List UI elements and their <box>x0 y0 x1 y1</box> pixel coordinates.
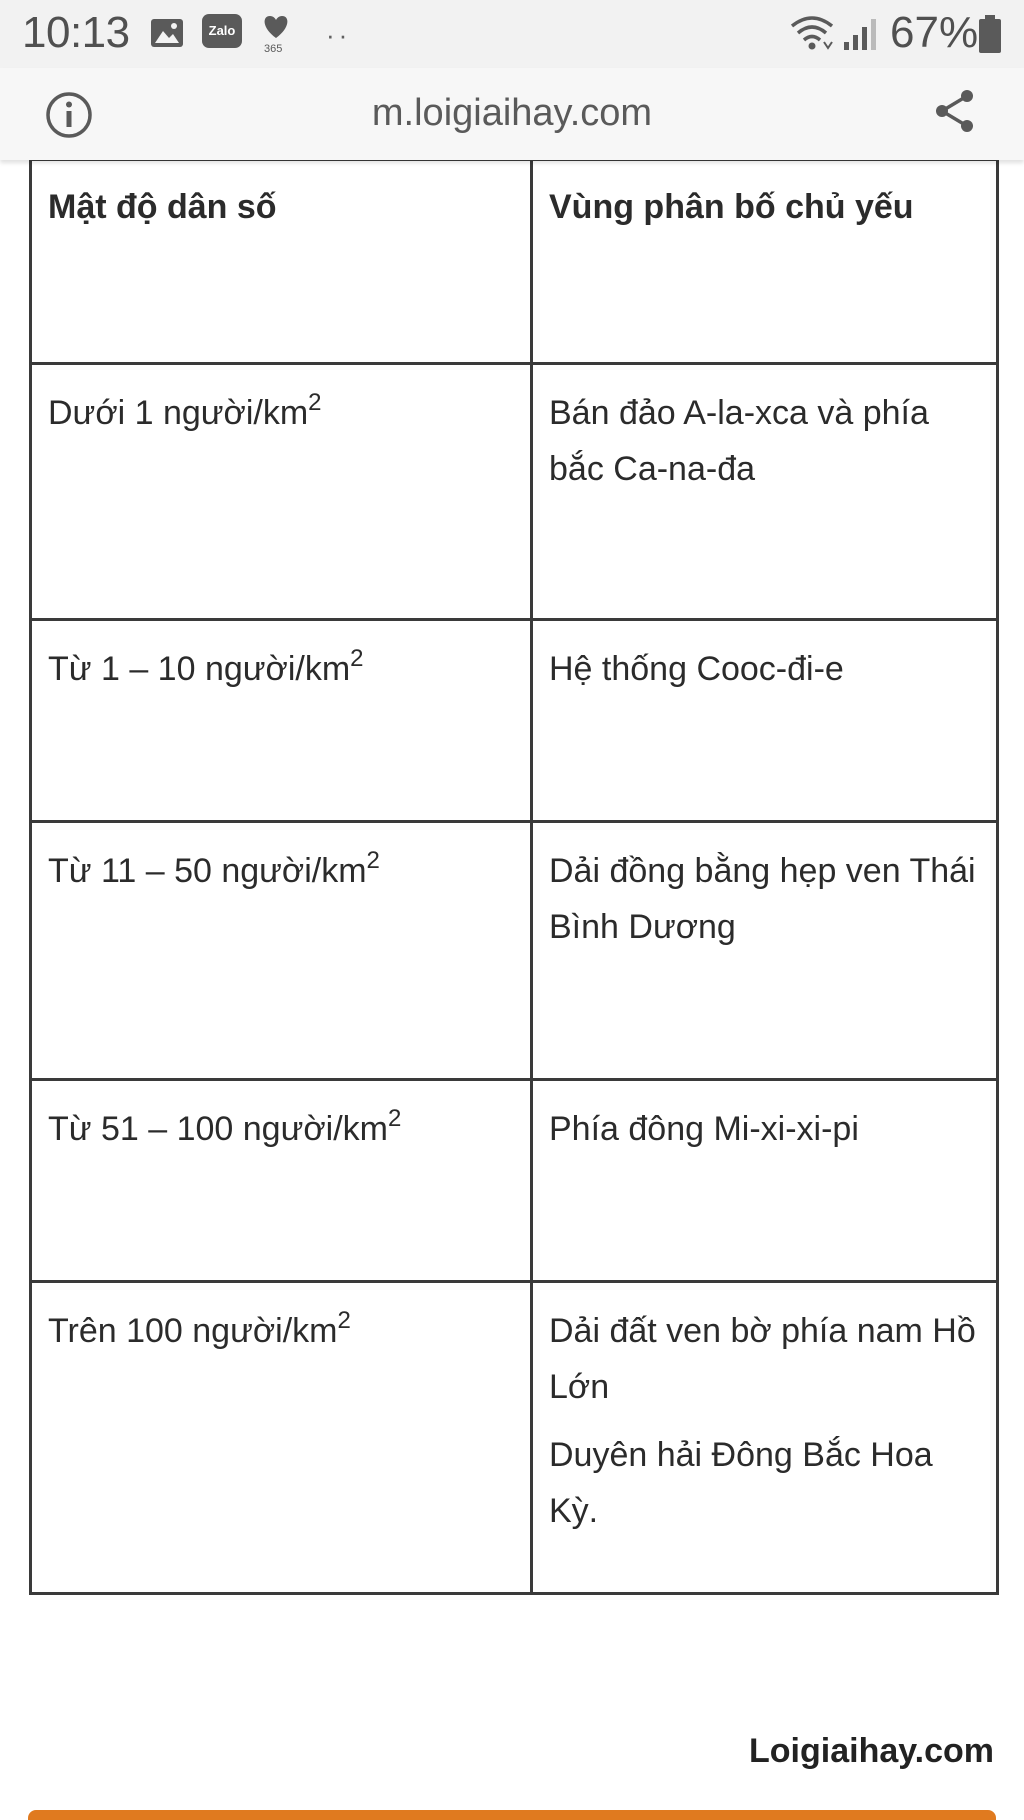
region-cell <box>532 1282 998 1594</box>
density-superscript: 2 <box>337 1307 351 1334</box>
density-superscript: 2 <box>387 1105 402 1132</box>
table-row <box>31 822 998 1080</box>
density-text: Từ 51 – 100 người/km <box>48 1110 388 1148</box>
density-cell <box>31 620 532 822</box>
more-dots-icon: ·· <box>326 20 352 50</box>
share-icon[interactable] <box>932 86 978 141</box>
density-text: Trên 100 người/km <box>48 1312 338 1350</box>
status-bar <box>0 0 1024 68</box>
density-text: Dưới 1 người/km <box>48 394 309 432</box>
table-header-row <box>31 160 998 364</box>
density-superscript: 2 <box>308 389 322 416</box>
url-text[interactable]: m.loigiaihay.com <box>371 92 653 134</box>
density-text: Từ 1 – 10 người/km <box>48 650 351 688</box>
browser-address-bar <box>0 68 1024 160</box>
table-row <box>31 1282 998 1594</box>
header-cell-density: Mật độ dân số <box>31 160 532 364</box>
region-text: Dải đất ven bờ phía nam Hồ Lớn <box>549 1312 976 1406</box>
gallery-icon <box>150 18 184 53</box>
header-cell-region: Vùng phân bố chủ yếu <box>532 160 998 364</box>
footer-brand[interactable]: Loigiaihay.com <box>749 1732 994 1770</box>
region-cell: Hệ thống Cooc-đi-e <box>532 620 998 822</box>
region-cell: Phía đông Mi-xi-xi-pi <box>532 1080 998 1282</box>
wifi-icon <box>788 14 836 57</box>
density-table-container <box>29 158 996 1595</box>
density-superscript: 2 <box>350 645 364 672</box>
region-text-extra: Duyên hải Đông Bắc Hoa Kỳ. <box>549 1436 933 1530</box>
table-row <box>31 1080 998 1282</box>
signal-icon <box>842 16 880 57</box>
svg-text:365: 365 <box>264 43 283 54</box>
density-cell <box>31 1282 532 1594</box>
density-cell <box>31 822 532 1080</box>
region-cell: Bán đảo A-la-xca và phía bắc Ca-na-đa <box>532 364 998 620</box>
status-time: 10:13 <box>22 8 130 57</box>
health-365-icon <box>258 12 294 59</box>
bottom-orange-bar[interactable] <box>28 1810 996 1820</box>
table-row <box>31 620 998 822</box>
table-row <box>31 364 998 620</box>
population-density-table <box>29 158 999 1595</box>
zalo-icon: Zalo <box>202 14 242 48</box>
density-text: Từ 11 – 50 người/km <box>48 852 367 890</box>
battery-icon <box>977 14 1003 59</box>
battery-percent: 67% <box>890 8 979 57</box>
density-superscript: 2 <box>366 847 380 874</box>
density-cell <box>31 1080 532 1282</box>
region-cell: Dải đồng bằng hẹp ven Thái Bình Dương <box>532 822 998 1080</box>
density-cell <box>31 364 532 620</box>
